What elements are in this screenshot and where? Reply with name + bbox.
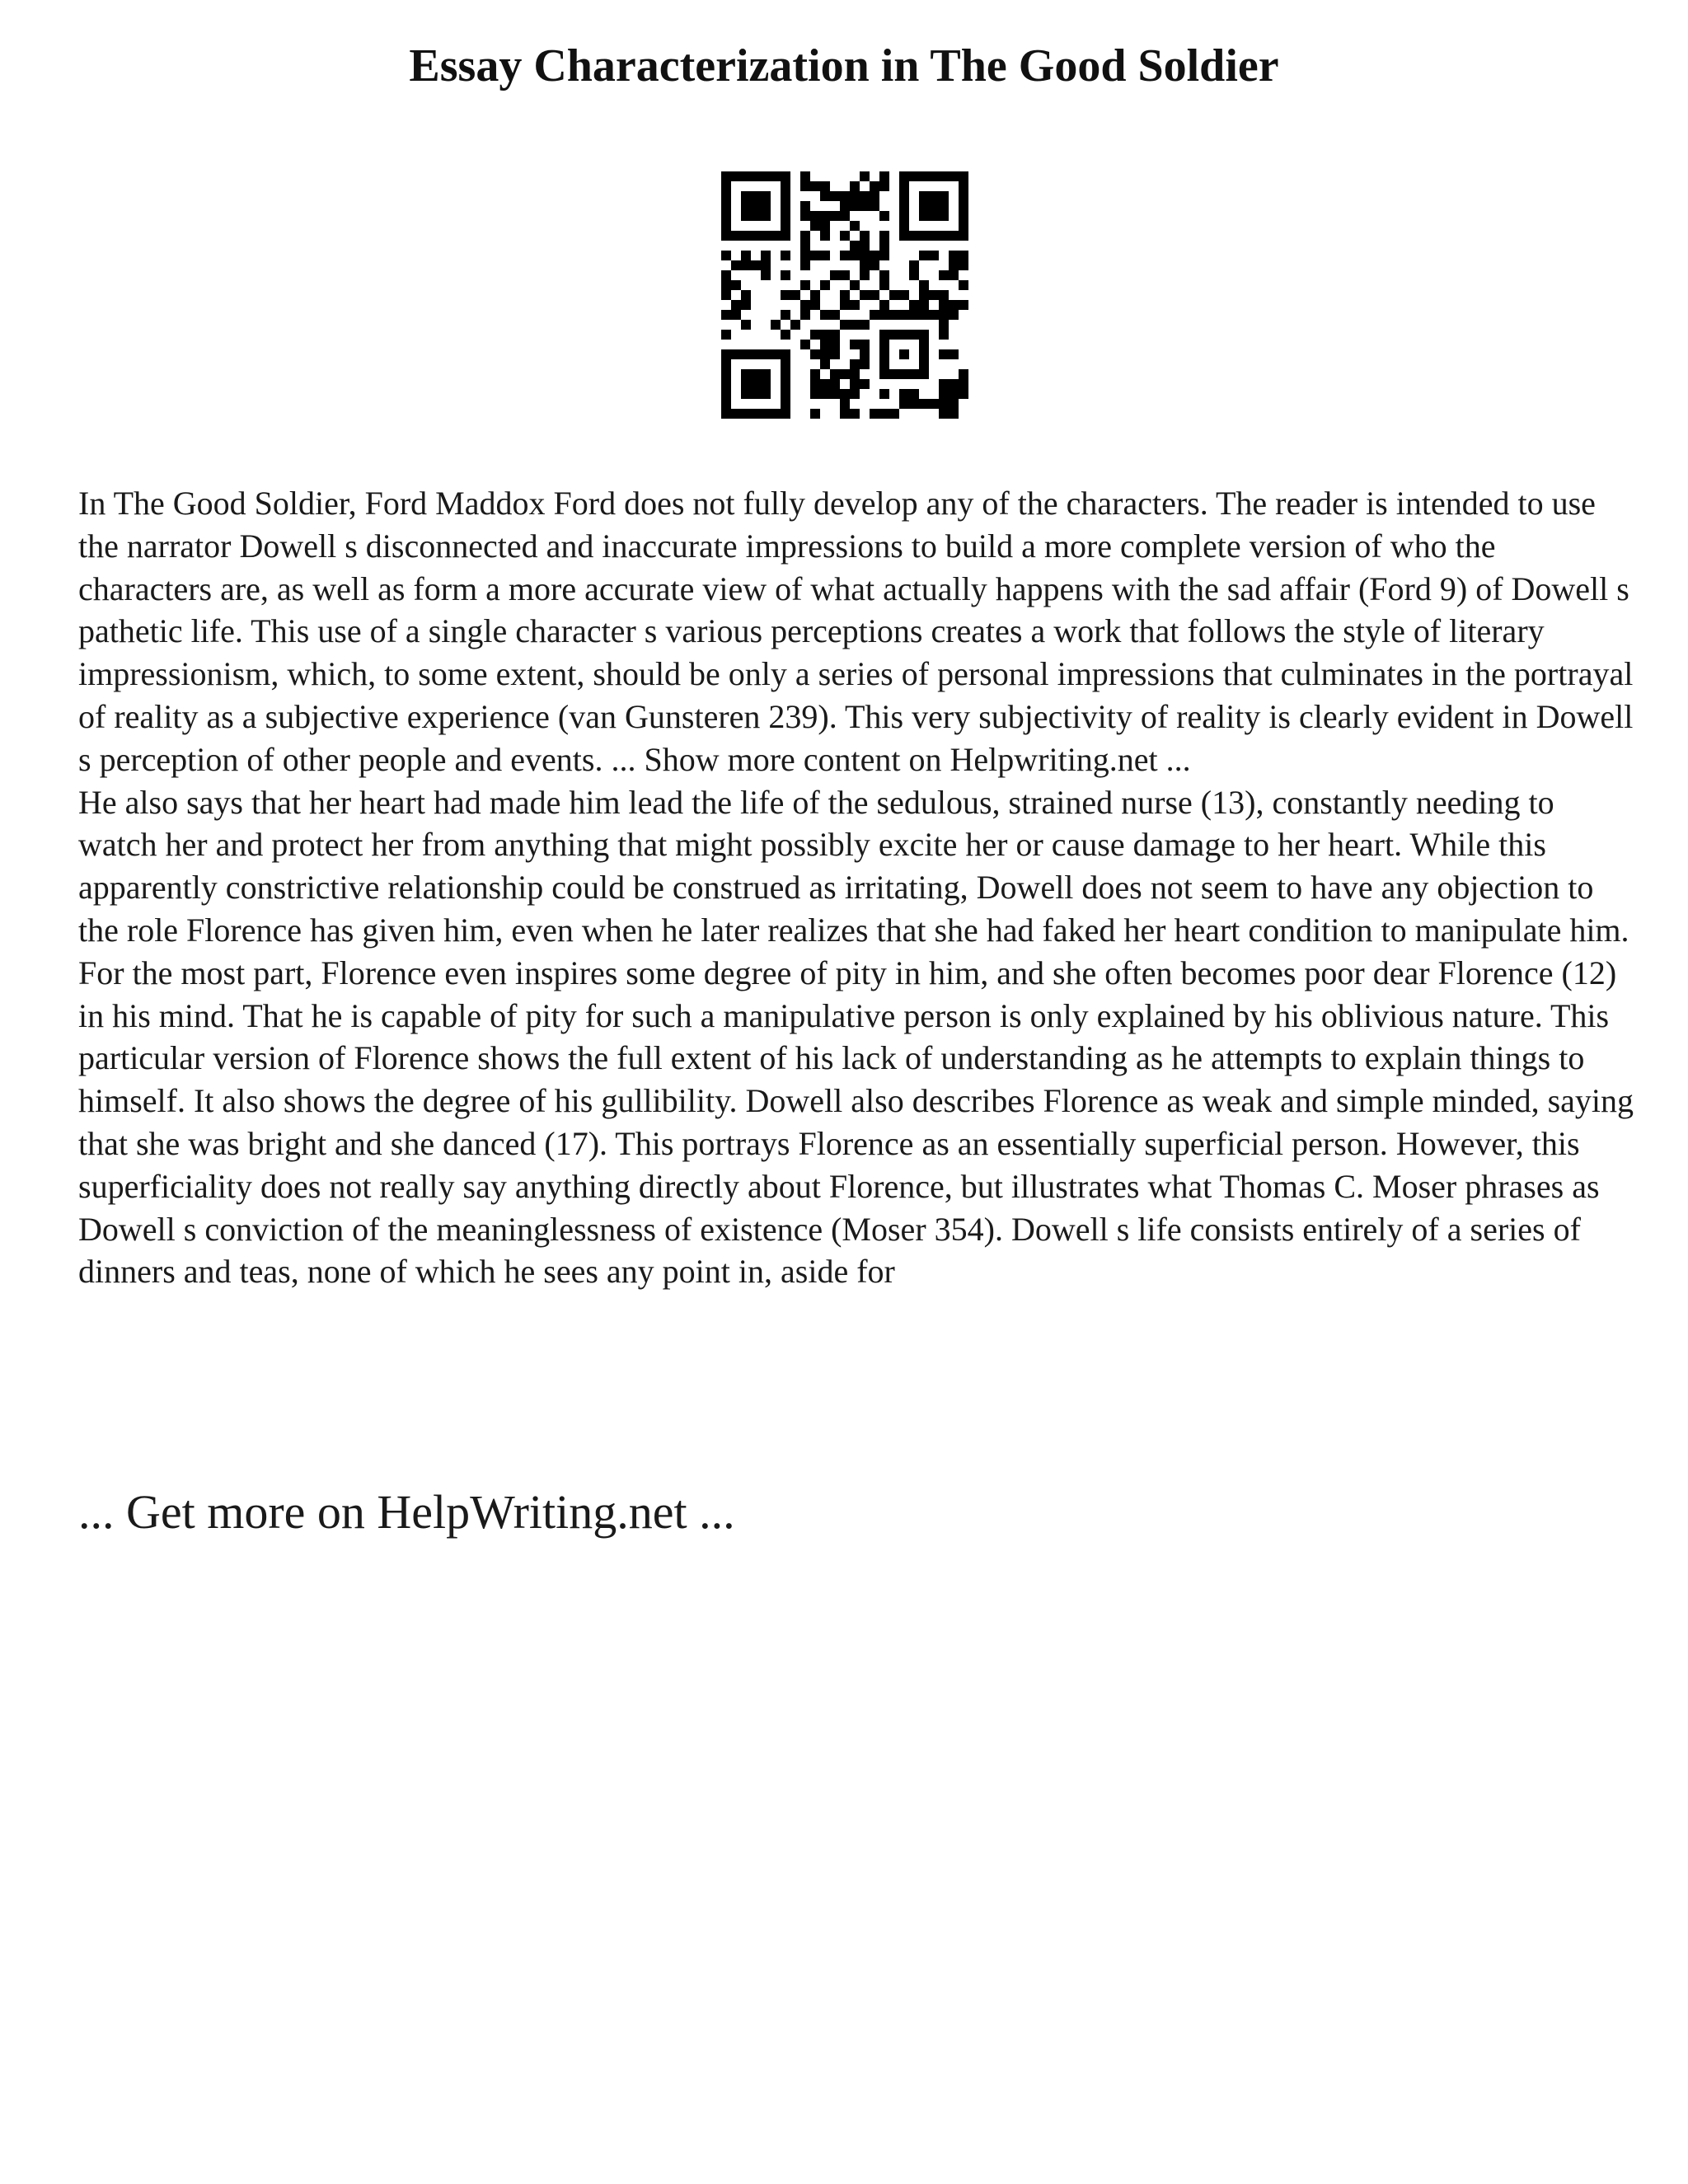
essay-paragraph: He also says that her heart had made him lead the life of the sedulous, strained nurse (13), constantly needing to watch her and protect her from anything that might possibly excite her or cause damage to her heart. While this apparently constrictive relationship could be construed as irritating, Dowell does not seem to have any objection to the role Florence has given him, even when he later realizes that she had faked her heart condition to manipulate him. For the most part, Florence even inspires some degree of pity in him, and she often becomes poor dear Florence (12) in his mind. That he is capable of pity for such a manipulative person is only explained by his oblivious nature. This particular version of Florence shows the full extent of his lack of understanding as he attempts to explain things to himself. It also shows the degree of his gullibility. Dowell also describes Florence as weak and simple minded, saying that she was bright and she danced (17). This portrays Florence as an essentially superficial person. However, this superficiality does not really say anything directly about Florence, but illustrates what Thomas C. Moser phrases as Dowell s conviction of the meaninglessness of existence (Moser 354). Dowell s life consists entirely of a series of dinners and teas, none of which he sees any point in, aside for bbox=[78, 783, 1634, 1291]
page-title: Essay Characterization in The Good Soldier bbox=[409, 40, 1279, 91]
essay-paragraph: In The Good Soldier, Ford Maddox Ford does not fully develop any of the characters. The reader is intended to use the narrator Dowell s disconnected and inaccurate impressions to build a more complete version of who the characters are, as well as form a more accurate view of what actually happens with the sad affair (Ford 9) of Dowell s pathetic life. This use of a single character s various perceptions creates a work that follows the style of literary impressionism, which, to some extent, should be only a series of personal impressions that culminates in the portrayal of reality as a subjective experience (van Gunsteren 239). This very subjectivity of reality is clearly evident in Dowell s perception of other people and events. ... Show more content on Helpwriting.net ... bbox=[78, 485, 1634, 778]
qr-code-icon bbox=[721, 171, 968, 419]
get-more-link[interactable]: ... Get more on HelpWriting.net ... bbox=[78, 1485, 735, 1539]
essay-body bbox=[78, 482, 1636, 1293]
